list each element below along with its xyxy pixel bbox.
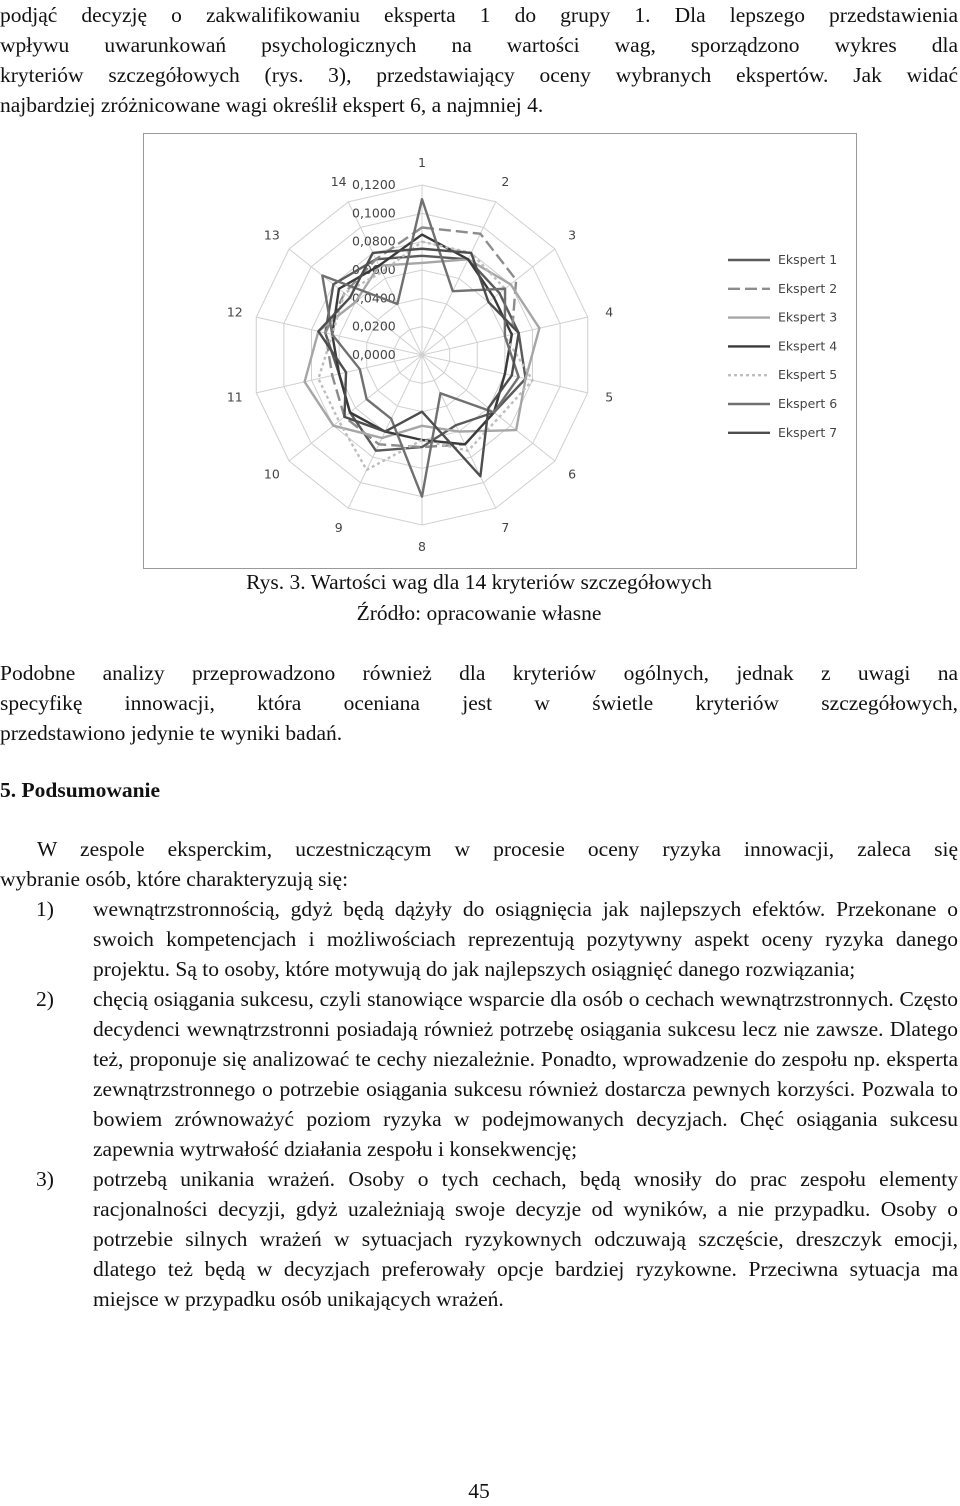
paragraph2-line-1: Podobne analizy przeprowadzono również dla kryteriów ogólnych, jednak z uwagi na	[0, 661, 958, 685]
paragraph3-line-2: wybranie osób, które charakteryzują się:	[0, 867, 349, 891]
legend-label: Ekspert 7	[778, 424, 838, 440]
scale-label: 0,0800	[352, 233, 396, 249]
page-number: 45	[468, 1479, 490, 1503]
category-label: 1	[418, 155, 426, 170]
category-label: 8	[418, 539, 426, 554]
scale-label: 0,1200	[352, 177, 396, 192]
legend-label: Ekspert 1	[778, 252, 838, 267]
legend-label: Ekspert 6	[778, 396, 838, 411]
paragraph3-line-1: W zespole eksperckim, uczestniczącym w procesie oceny ryzyka innowacji, zaleca się	[37, 837, 958, 861]
radar-chart-frame	[143, 133, 857, 569]
scale-label: 0,1000	[352, 205, 396, 221]
category-label: 12	[226, 304, 243, 320]
radar-chart	[144, 134, 856, 568]
category-label: 13	[263, 227, 280, 243]
category-label: 9	[334, 519, 343, 535]
intro-line-2: wpływu uwarunkowań psychologicznych na wartości wag, sporządzono wykres dla	[0, 33, 958, 57]
figure-source: Źródło: opracowanie własne	[356, 601, 602, 625]
intro-line-1: podjąć decyzję o zakwalifikowaniu eksperta 1 do grupy 1. Dla lepszego przedstawienia	[0, 3, 958, 27]
list-item-text: chęcią osiągania sukcesu, czyli stanowiące wsparcie dla osób o cechach wewnątrzstronnych. Często decydenci wewnątrzstronni posiadają również potrzebę osiągania sukcesu lecz nie zawsze. Dlatego też, proponuje się analizować te cechy niezależnie. Ponadto, wprowadzenie do zespołu np. eksperta zewnątrzstronnego o potrzebie osiągania sukcesu również dostarcza pewnych korzyści. Pozwala to bowiem zrównoważyć poziom ryzyka w podejmowanych decyzjach. Chęć osiągania sukcesu zapewnia wytrwałość działania zespołu i konsekwencję;	[93, 987, 958, 1161]
section-heading: 5. Podsumowanie	[0, 778, 161, 802]
paragraph2-line-2: specyfikę innowacji, która oceniana jest w świetle kryteriów szczegółowych,	[0, 691, 958, 715]
legend-label: Ekspert 4	[778, 338, 838, 354]
paragraph2-line-3: przedstawiono jedynie te wyniki badań.	[0, 721, 343, 745]
category-label: 5	[605, 389, 614, 405]
legend-label: Ekspert 2	[778, 280, 838, 296]
category-label: 3	[568, 227, 577, 243]
list-item	[0, 1164, 958, 1314]
list-item-number: 2)	[36, 987, 54, 1011]
figure-caption: Rys. 3. Wartości wag dla 14 kryteriów szczegółowych	[246, 570, 712, 594]
scale-label: 0,0200	[352, 318, 396, 334]
list-item-number: 3)	[36, 1167, 54, 1191]
scale-label: 0,0000	[352, 347, 396, 362]
list-item-text: wewnątrzstronnością, gdyż będą dążyły do osiągnięcia jak najlepszych efektów. Przekonane o swoich kompetencjach i możliwościach reprezentują pozytywny aspekt oceny ryzyka danego projektu. Są to osoby, które motywują do jak najlepszych osiągnięć danego rozwiązania;	[93, 897, 958, 981]
category-label: 7	[501, 519, 510, 535]
legend-label: Ekspert 3	[778, 309, 838, 325]
category-label: 11	[226, 389, 243, 405]
scale-label: 0,0400	[352, 290, 396, 306]
category-label: 4	[605, 304, 614, 320]
legend-label: Ekspert 5	[778, 367, 838, 383]
category-label: 6	[568, 466, 577, 482]
numbered-list	[0, 894, 958, 1314]
list-item-number: 1)	[36, 897, 54, 921]
intro-line-3: kryteriów szczegółowych (rys. 3), przedstawiający oceny wybranych ekspertów. Jak widać	[0, 63, 958, 87]
category-label: 2	[501, 174, 510, 190]
list-item	[0, 984, 958, 1164]
list-item	[0, 894, 958, 984]
list-item-text: potrzebą unikania wrażeń. Osoby o tych cechach, będą wnosiły do prac zespołu elementy racjonalności decyzji, gdyż uzależniają swoje decyzje od wyników, a nie przypadku. Osoby o potrzebie silnych wrażeń w sytuacjach ryzykownych odczuwają szczęście, dreszczyk emocji, dlatego też będą w decyzjach preferowały opcje bardziej ryzykowne. Przeciwna sytuacja ma miejsce w przypadku osób unikających wrażeń.	[93, 1167, 958, 1311]
scale-label: 0,0600	[352, 262, 396, 277]
category-label: 10	[263, 466, 280, 482]
intro-line-4: najbardziej zróżnicowane wagi określił ekspert 6, a najmniej 4.	[0, 93, 544, 117]
category-label: 14	[330, 174, 347, 190]
